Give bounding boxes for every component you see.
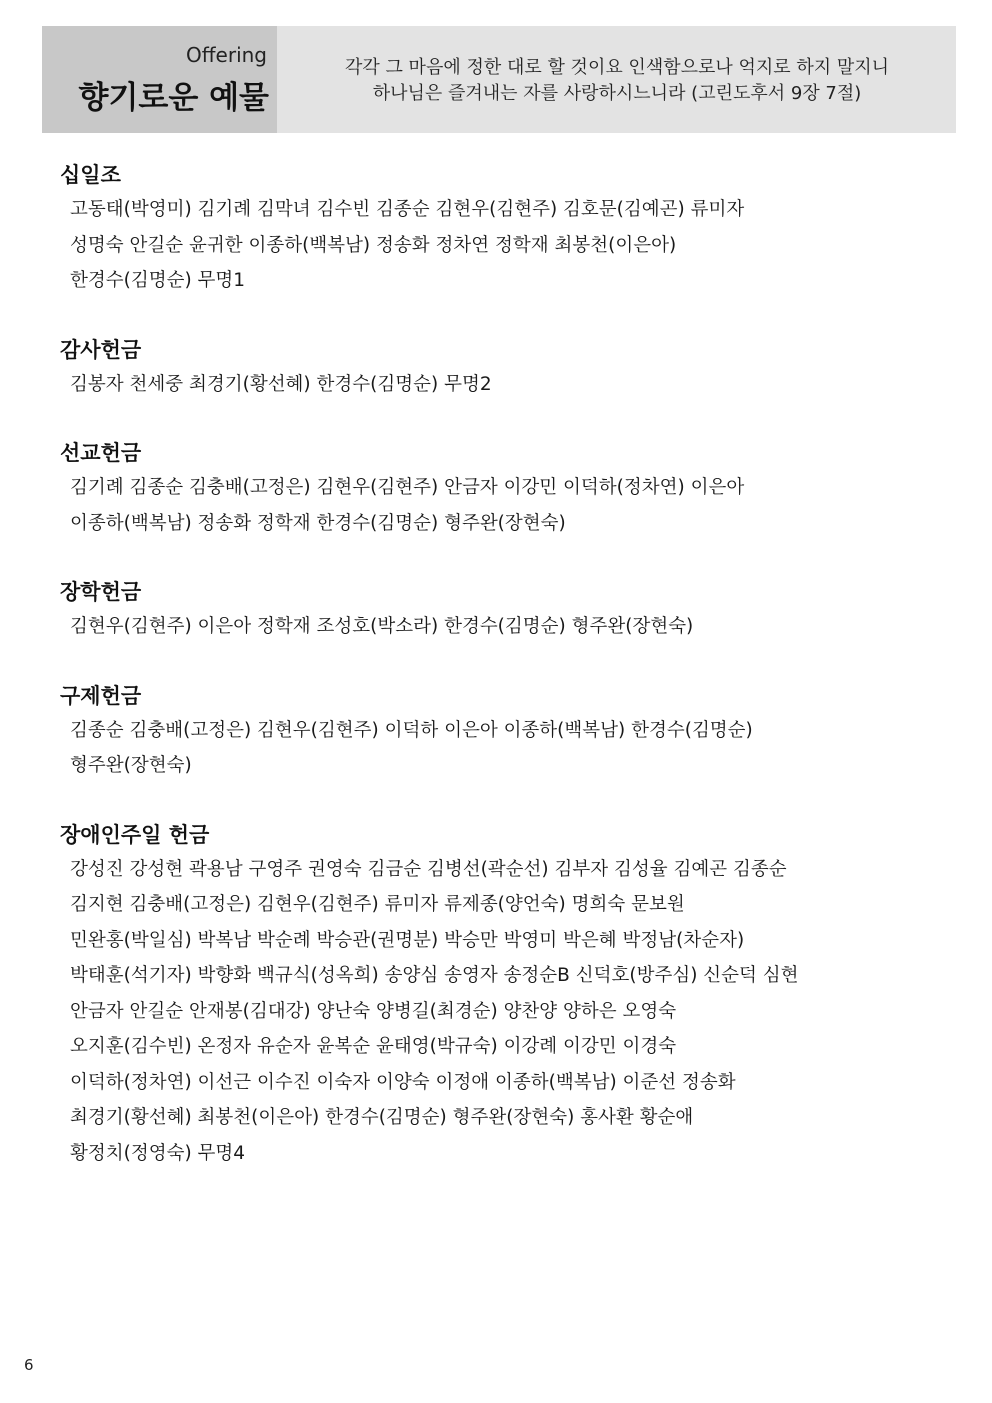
verse-line: 각각 그 마음에 정한 대로 할 것이요 인색함으로나 억지로 하지 말지니 [344, 57, 890, 78]
donor-line: 안금자 안길순 안재봉(김대강) 양난숙 양병길(최경순) 양찬양 양하은 오영숙 [70, 1000, 677, 1022]
donor-names [60, 852, 960, 1172]
page-number: 6 [24, 1356, 34, 1374]
section-thanksgiving [60, 333, 960, 403]
donor-line: 이종하(백복남) 정송화 정학재 한경수(김명순) 형주완(장현숙) [70, 512, 566, 534]
donor-line: 박태훈(석기자) 박향화 백규식(성옥희) 송양심 송영자 송정순B 신덕호(방주심) 신순덕 심현 [70, 965, 799, 986]
donor-names [60, 367, 960, 403]
donor-line: 고동태(박영미) 김기례 김막녀 김수빈 김종순 김현우(김현주) 김호문(김예곤) 류미자 [70, 199, 745, 220]
verse-line: 하나님은 즐겨내는 자를 사랑하시느니라 (고린도후서 9장 7절) [372, 83, 862, 104]
section-title: 선교헌금 [60, 441, 142, 465]
section-relief [60, 679, 960, 784]
donor-line: 김지현 김충배(고정은) 김현우(김현주) 류미자 류제종(양언숙) 명희숙 문보원 [70, 894, 685, 915]
section-title: 장학헌금 [60, 580, 142, 604]
donor-line: 오지훈(김수빈) 온정자 유순자 윤복순 윤태영(박규숙) 이강례 이강민 이경숙 [70, 1036, 677, 1057]
donor-line: 김봉자 천세중 최경기(황선혜) 한경수(김명순) 무명2 [70, 373, 492, 395]
section-title: 구제헌금 [60, 683, 142, 708]
donor-line: 형주완(장현숙) [70, 755, 192, 776]
donor-line: 민완홍(박일심) 박복남 박순례 박승관(권명분) 박승만 박영미 박은혜 박정남(차순자) [70, 929, 745, 951]
donor-line: 김종순 김충배(고정은) 김현우(김현주) 이덕하 이은아 이종하(백복남) 한경수(김명순) [70, 719, 753, 741]
donor-names [60, 192, 960, 299]
donor-names [60, 713, 960, 784]
section-mission [60, 436, 960, 541]
donor-line: 성명숙 안길순 윤귀한 이종하(백복남) 정송화 정차연 정학재 최봉천(이은아) [70, 234, 677, 256]
header-subtitle: Offering [186, 43, 267, 67]
donor-line: 이덕하(정차연) 이선근 이수진 이숙자 이양숙 이정애 이종하(백복남) 이준선 정송화 [70, 1071, 736, 1093]
header-title-block [42, 26, 277, 133]
donor-line: 김기례 김종순 김충배(고정은) 김현우(김현주) 안금자 이강민 이덕하(정차연) 이은아 [70, 477, 745, 498]
donor-line: 최경기(황선혜) 최봉천(이은아) 한경수(김명순) 형주완(장현숙) 홍사환 황순애 [70, 1107, 694, 1128]
offering-header [42, 26, 956, 133]
donor-names [60, 470, 960, 541]
section-title: 십일조 [60, 163, 121, 187]
offering-list [60, 158, 960, 1205]
donor-line: 한경수(김명순) 무명1 [70, 270, 246, 291]
section-disability-sunday [60, 818, 960, 1172]
donor-line: 강성진 강성현 곽용남 구영주 권영숙 김금순 김병선(곽순선) 김부자 김성율 김예곤 김종순 [70, 858, 787, 880]
section-title: 감사헌금 [60, 337, 142, 362]
scripture-verse [282, 55, 952, 107]
page-title: 향기로운 예물 [78, 80, 269, 116]
section-tithe [60, 158, 960, 299]
section-scholarship [60, 575, 960, 645]
section-title: 장애인주일 헌금 [60, 822, 210, 847]
donor-line: 황정치(정영숙) 무명4 [70, 1142, 246, 1164]
donor-line: 김현우(김현주) 이은아 정학재 조성호(박소라) 한경수(김명순) 형주완(장현숙) [70, 616, 694, 637]
donor-names [60, 609, 960, 645]
